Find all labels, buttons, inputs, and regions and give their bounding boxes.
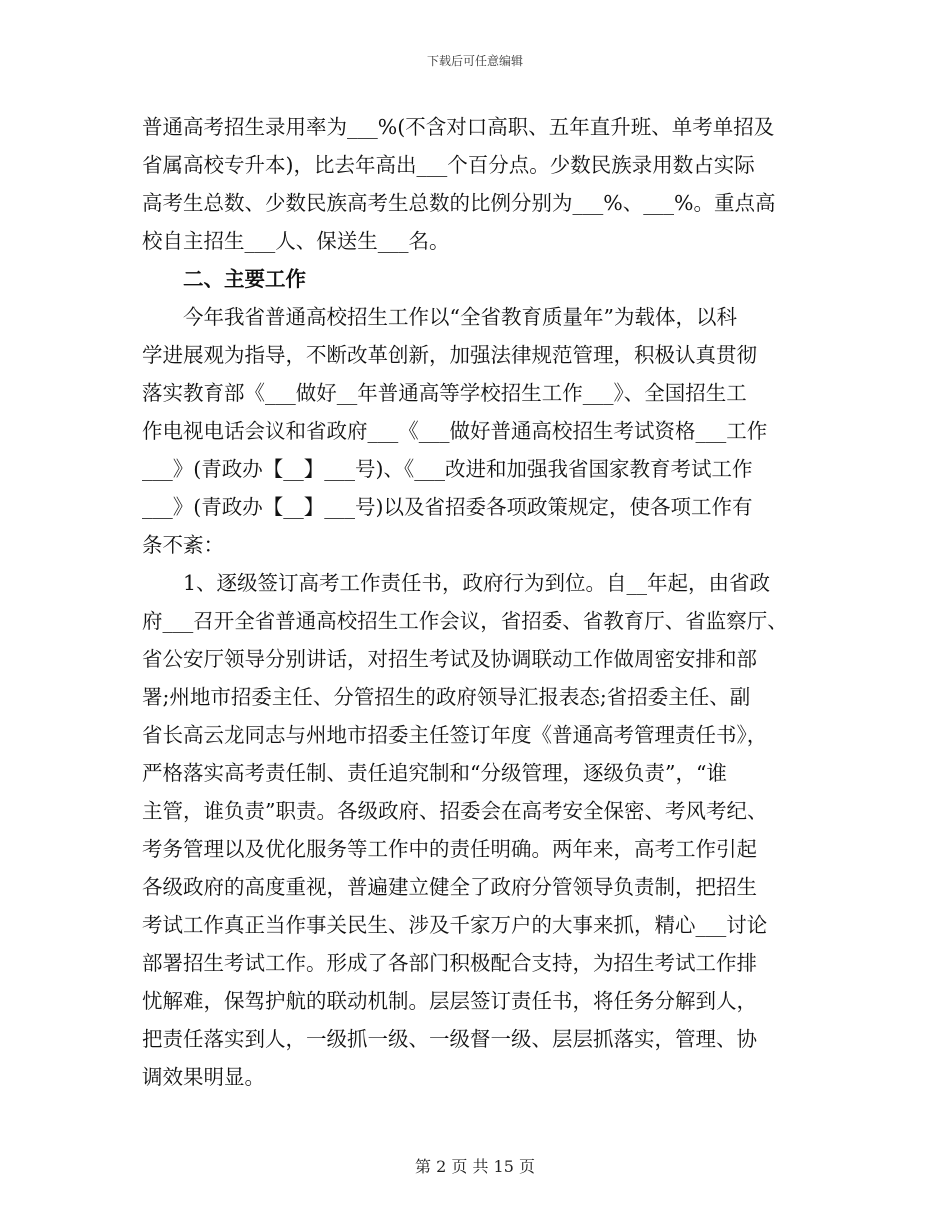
text-line: 府___召开全省普通高校招生工作会议，省招委、省教育厅、省监察厅、 [142,609,788,633]
section-heading: 二、主要工作 [183,267,306,291]
text-line: 各级政府的高度重视，普遍建立健全了政府分管领导负责制，把招生 [142,875,757,899]
document-body [142,108,808,1096]
text-line: 署;州地市招委主任、分管招生的政府领导汇报表态;省招委主任、副 [142,685,751,709]
text-line: ___》(青政办【__】___号)以及省招委各项政策规定，使各项工作有 [142,495,753,519]
text-line: 省长高云龙同志与州地市招委主任签订年度《普通高考管理责任书》， [142,723,768,747]
page-header-note: 下载后可任意编辑 [426,54,523,68]
text-line: 严格落实高考责任制、责任追究制和“分级管理，逐级负责”，“谁 [142,761,727,785]
text-line: 省公安厅领导分别讲话，对招生考试及协调联动工作做周密安排和部 [142,647,757,671]
text-line: 忧解难，保驾护航的联动机制。层层签订责任书，将任务分解到人， [142,989,757,1013]
text-line: 主管，谁负责”职责。各级政府、招委会在高考安全保密、考风考纪、 [142,799,768,823]
text-line: 今年我省普通高校招生工作以“全省教育质量年”为载体，以科 [183,305,737,329]
text-line: 学进展观为指导，不断改革创新，加强法律规范管理，积极认真贯彻 [142,343,757,367]
text-line: 落实教育部《___做好__年普通高等学校招生工作___》、全国招生工 [142,381,747,405]
text-line: 考试工作真正当作事关民生、涉及千家万户的大事来抓，精心___讨论 [142,913,768,937]
text-line: 考务管理以及优化服务等工作中的责任明确。两年来，高考工作引起 [142,837,757,861]
text-line: 部署招生考试工作。形成了各部门积极配合支持，为招生考试工作排 [142,951,757,975]
text-line: 作电视电话会议和省政府___《___做好普通高校招生考试资格___工作 [142,419,768,443]
text-line: 高考生总数、少数民族高考生总数的比例分别为___%、___%。重点高 [142,191,776,215]
text-line: 调效果明显。 [142,1065,265,1089]
page-footer: 第 2 页 共 15 页 [415,1157,535,1176]
text-line: 省属高校专升本)，比去年高出___个百分点。少数民族录用数占实际 [142,153,755,177]
text-line: 普通高考招生录用率为___%(不含对口高职、五年直升班、单考单招及 [142,115,775,139]
text-line: 校自主招生___人、保送生___名。 [142,229,450,253]
text-line: ___》(青政办【__】___号)、《___改进和加强我省国家教育考试工作 [142,457,753,481]
text-line: 把责任落实到人，一级抓一级、一级督一级、层层抓落实，管理、协 [142,1027,757,1051]
text-line: 条不紊： [142,533,224,557]
text-line: 1、逐级签订高考工作责任书，政府行为到位。自__年起，由省政 [183,571,771,595]
